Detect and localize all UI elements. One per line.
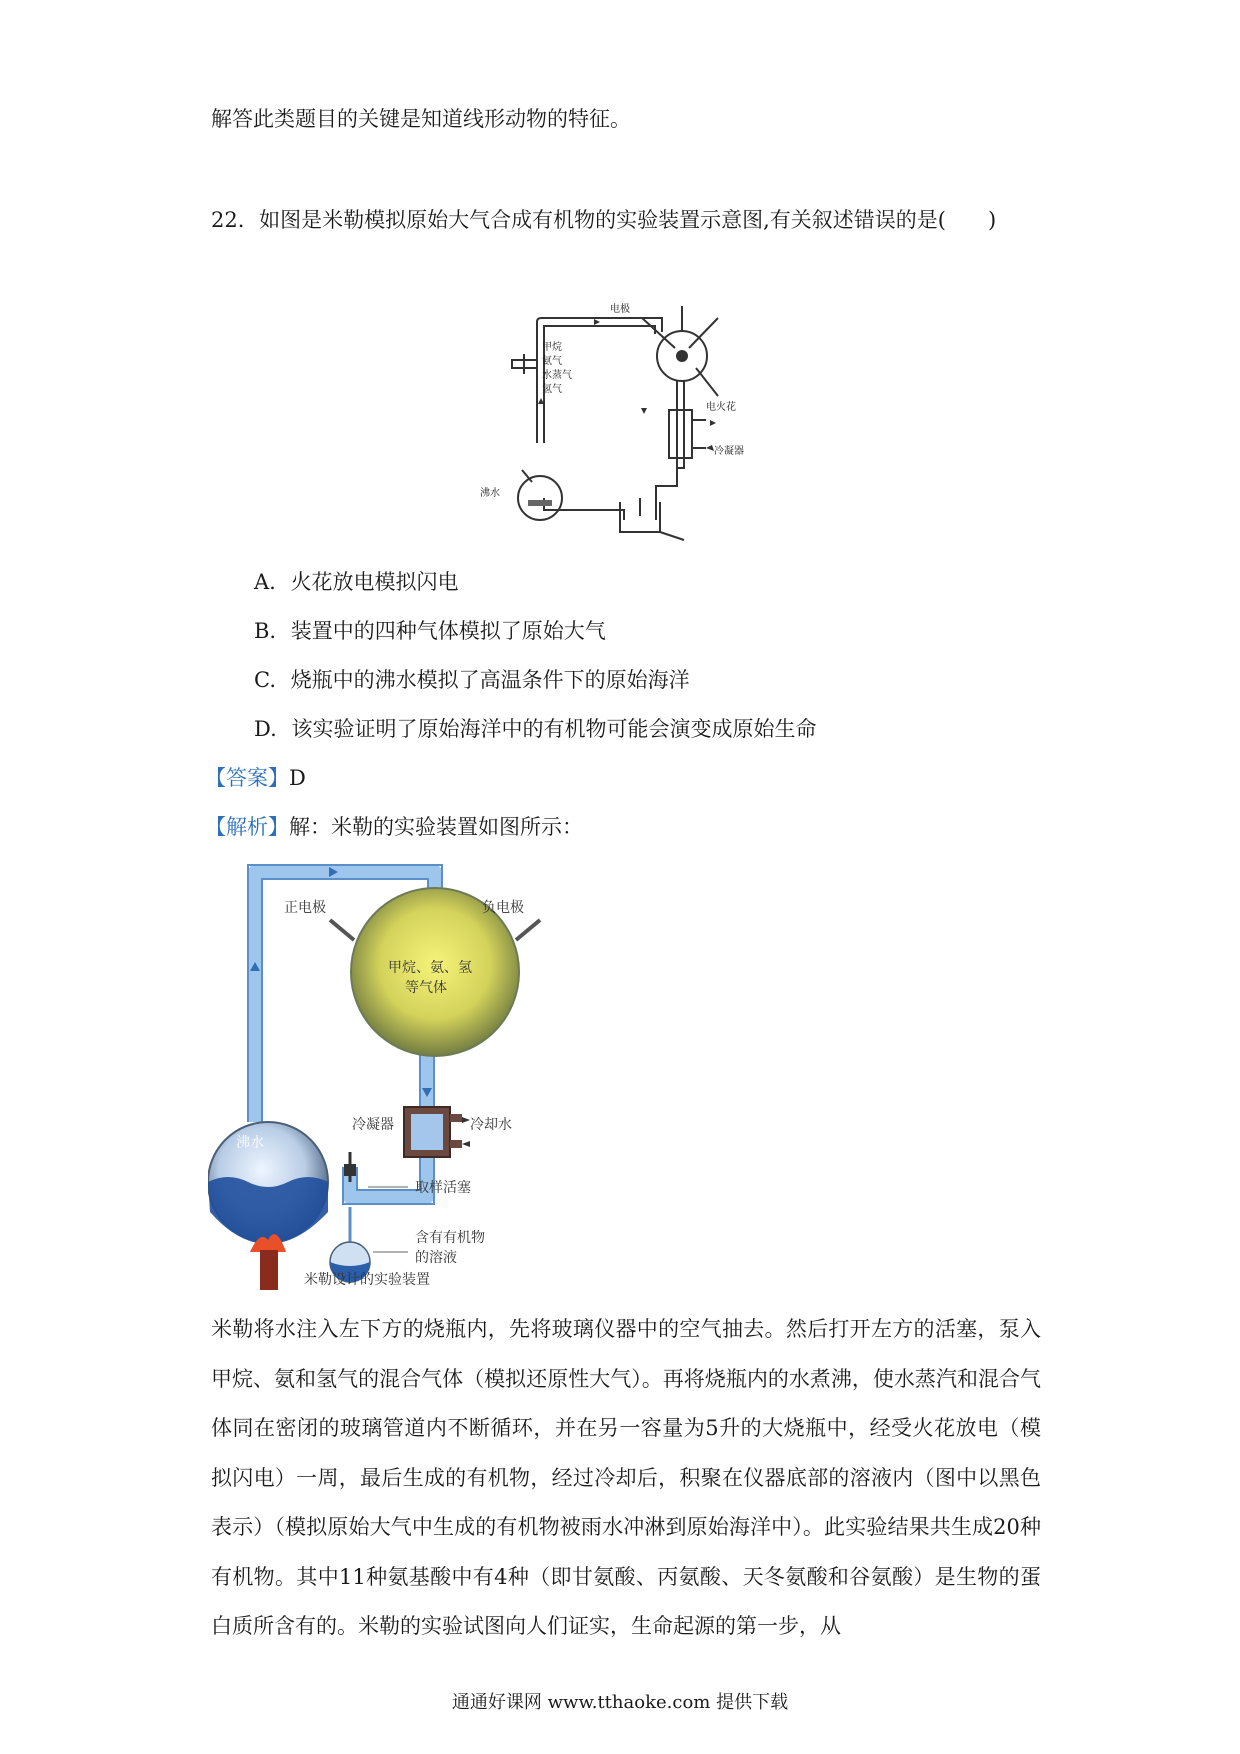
fig2-label-solution1: 含有有机物	[415, 1230, 485, 1246]
option-b	[254, 615, 606, 645]
question-text: 如图是米勒模拟原始大气合成有机物的实验装置示意图,有关叙述错误的是( )	[259, 208, 997, 232]
fig1-label-electrode: 电极	[610, 304, 630, 315]
option-c-letter: C.	[254, 668, 276, 692]
option-b-letter: B.	[254, 619, 277, 643]
fig2-caption: 米勒设计的实验装置	[304, 1272, 430, 1288]
fig2-label-coolwater: 冷却水	[470, 1117, 512, 1133]
analysis-paragraph: 米勒将水注入左下方的烧瓶内，先将玻璃仪器中的空气抽去。然后打开左方的活塞，泵入甲烷、氨和氢气的混合气体（模拟还原性大气）。再将烧瓶内的水煮沸，使水蒸汽和混合气体同在密闭的玻璃管道内不断循环，并在另一容量为5升的大烧瓶中，经受火花放电（模拟闪电）一周，最后生成的有机物，经过冷却后，积聚在仪器底部的溶液内（图中以黑色表示）（模拟原始大气中生成的有机物被雨水冲淋到原始海洋中）。此实验结果共生成20种有机物。其中11种氨基酸中有4种（即甘氨酸、丙氨酸、天冬氨酸和谷氨酸）是生物的蛋白质所含有的。米勒的实验试图向人们证实，生命起源的第一步，从	[211, 1317, 1041, 1638]
option-a-text: 火花放电模拟闪电	[290, 570, 459, 594]
option-c-text: 烧瓶中的沸水模拟了高温条件下的原始海洋	[290, 668, 690, 692]
fig2-gas-line1: 甲烷、氨、氢	[388, 960, 472, 976]
figure-2-apparatus	[208, 852, 548, 1290]
intro-line: 解答此类题目的关键是知道线形动物的特征。	[211, 107, 631, 131]
option-a-letter: A.	[254, 570, 276, 594]
fig1-gas-4: 氢气	[542, 384, 562, 395]
option-c	[254, 664, 690, 694]
question-22	[211, 204, 996, 234]
question-number: 22.	[211, 208, 245, 232]
fig1-label-boiling: 沸水	[480, 488, 500, 499]
fig2-label-boiling: 沸水	[236, 1135, 264, 1151]
option-b-text: 装置中的四种气体模拟了原始大气	[290, 619, 606, 643]
fig1-label-condenser: 冷凝器	[714, 446, 744, 457]
analysis-tag: 【解析】	[205, 815, 289, 839]
figure-1-apparatus	[470, 288, 770, 546]
fig2-label-valve: 取样活塞	[415, 1180, 471, 1196]
fig1-label-spark: 电火花	[706, 402, 736, 413]
fig2-gas-line2: 等气体	[405, 980, 447, 996]
fig1-gas-2: 氨气	[542, 356, 562, 367]
option-d-text: 该实验证明了原始海洋中的有机物可能会演变成原始生命	[291, 717, 817, 741]
answer-line	[205, 762, 306, 792]
fig2-label-neg: 负电极	[482, 900, 524, 916]
fig2-label-pos: 正电极	[284, 900, 326, 916]
option-d-letter: D.	[254, 717, 277, 741]
answer-tag: 【答案】	[205, 766, 289, 790]
fig2-label-solution2: 的溶液	[415, 1250, 457, 1266]
answer-value: D	[289, 766, 306, 790]
analysis-line	[205, 811, 583, 841]
option-d	[254, 713, 816, 743]
analysis-text: 解：米勒的实验装置如图所示：	[289, 815, 583, 839]
fig1-gas-1: 甲烷	[542, 342, 562, 353]
fig1-gas-3: 水蒸气	[542, 370, 572, 381]
fig2-label-condenser: 冷凝器	[352, 1117, 394, 1133]
option-a	[254, 566, 459, 596]
page-footer: 通通好课网 www.tthaoke.com 提供下载	[451, 1692, 789, 1713]
